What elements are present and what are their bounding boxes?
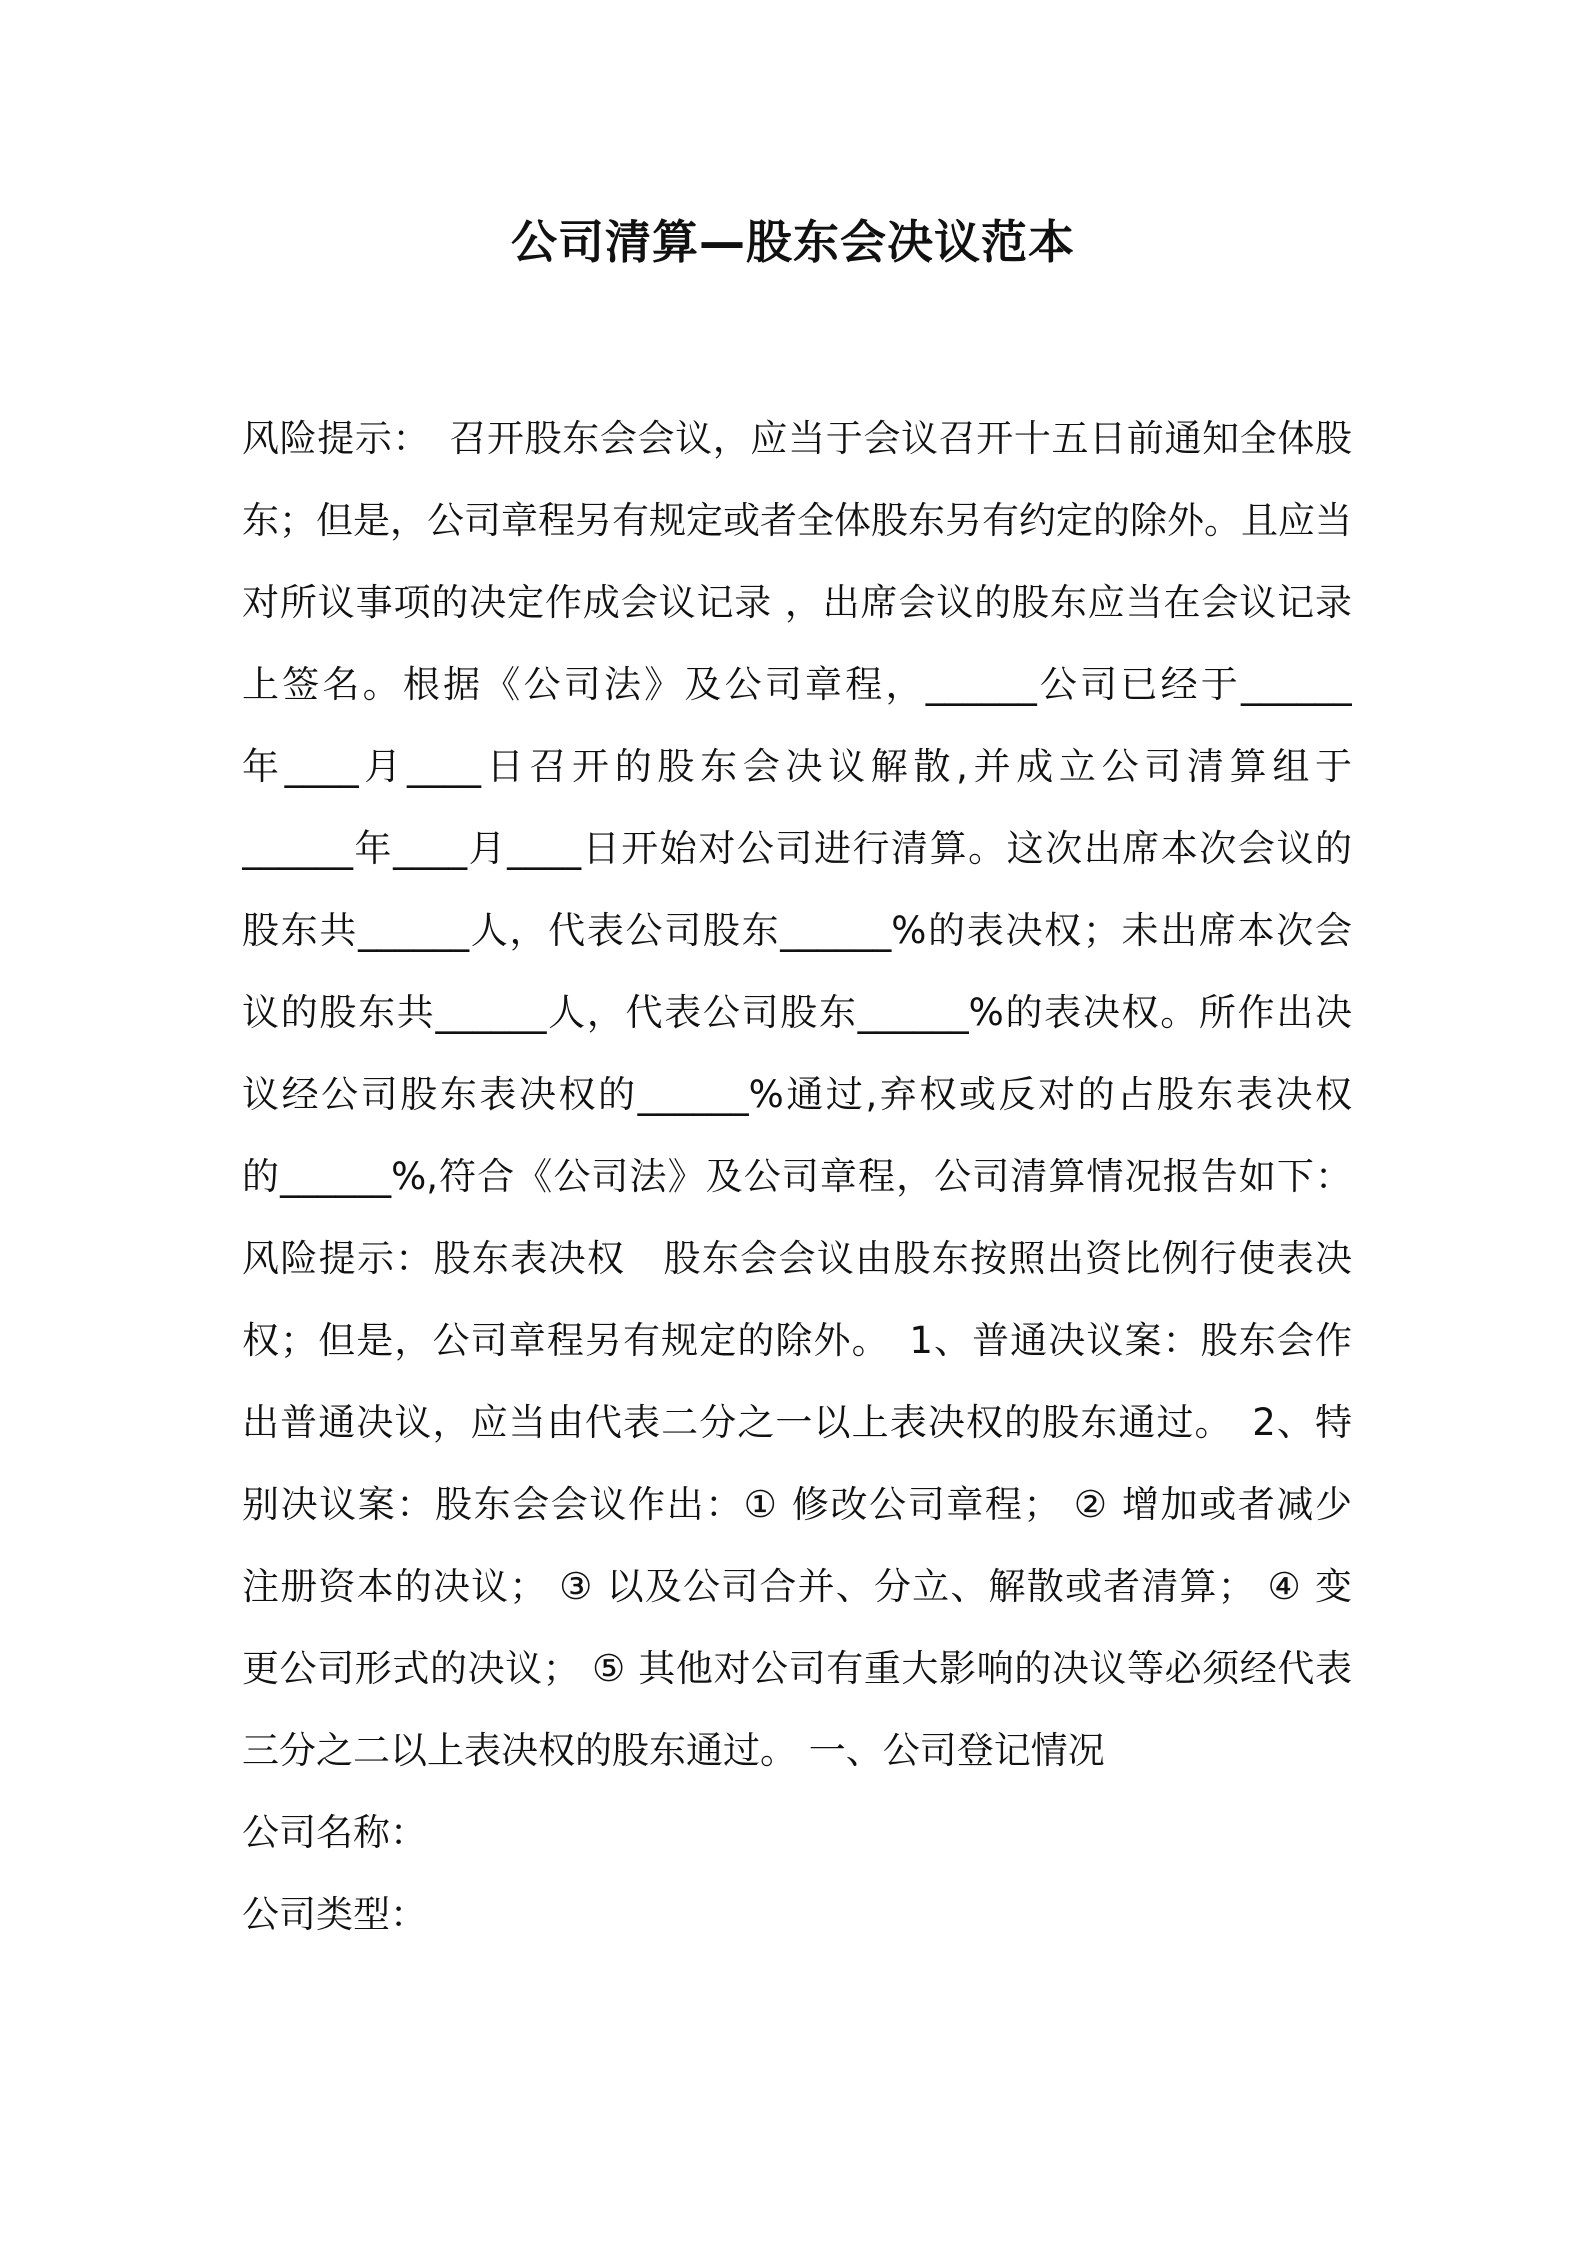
company-type-field: 公司类型： — [242, 1893, 427, 1936]
company-name-field: 公司名称： — [242, 1811, 427, 1854]
body-line-7: 股东共______人，代表公司股东______%的表决权；未出席本次会 — [242, 909, 1352, 952]
body-line-1: 风险提示： 召开股东会会议，应当于会议召开十五日前通知全体股 — [242, 417, 1352, 460]
body-line-4: 上签名。根据《公司法》及公司章程，______公司已经于______ — [242, 663, 1352, 706]
document-body — [242, 398, 1352, 1956]
body-line-17: 三分之二以上表决权的股东通过。 一、公司登记情况 — [242, 1729, 1105, 1772]
body-line-14: 别决议案：股东会会议作出：① 修改公司章程； ② 增加或者减少 — [242, 1483, 1352, 1526]
body-line-10: 的______%,符合《公司法》及公司章程，公司清算情况报告如下： — [242, 1155, 1352, 1198]
body-line-8: 议的股东共______人，代表公司股东______%的表决权。所作出决 — [242, 991, 1352, 1034]
body-line-12: 权；但是，公司章程另有规定的除外。 1、普通决议案：股东会作 — [242, 1319, 1352, 1362]
body-line-13: 出普通决议，应当由代表二分之一以上表决权的股东通过。 2、特 — [242, 1401, 1352, 1444]
document-title: 公司清算—股东会决议范本 — [511, 215, 1075, 269]
body-line-11: 风险提示：股东表决权 股东会会议由股东按照出资比例行使表决 — [242, 1237, 1352, 1280]
body-line-15: 注册资本的决议； ③ 以及公司合并、分立、解散或者清算； ④ 变 — [242, 1565, 1352, 1608]
body-line-9: 议经公司股东表决权的______%通过,弃权或反对的占股东表决权 — [242, 1073, 1352, 1116]
body-line-2: 东；但是，公司章程另有规定或者全体股东另有约定的除外。且应当 — [242, 499, 1352, 542]
body-line-3: 对所议事项的决定作成会议记录 ，出席会议的股东应当在会议记录 — [242, 581, 1352, 624]
body-line-5: 年____月____日召开的股东会决议解散,并成立公司清算组于 — [242, 745, 1352, 788]
body-line-16: 更公司形式的决议； ⑤ 其他对公司有重大影响的决议等必须经代表 — [242, 1647, 1352, 1690]
body-line-6: ______年____月____日开始对公司进行清算。这次出席本次会议的 — [242, 827, 1352, 870]
